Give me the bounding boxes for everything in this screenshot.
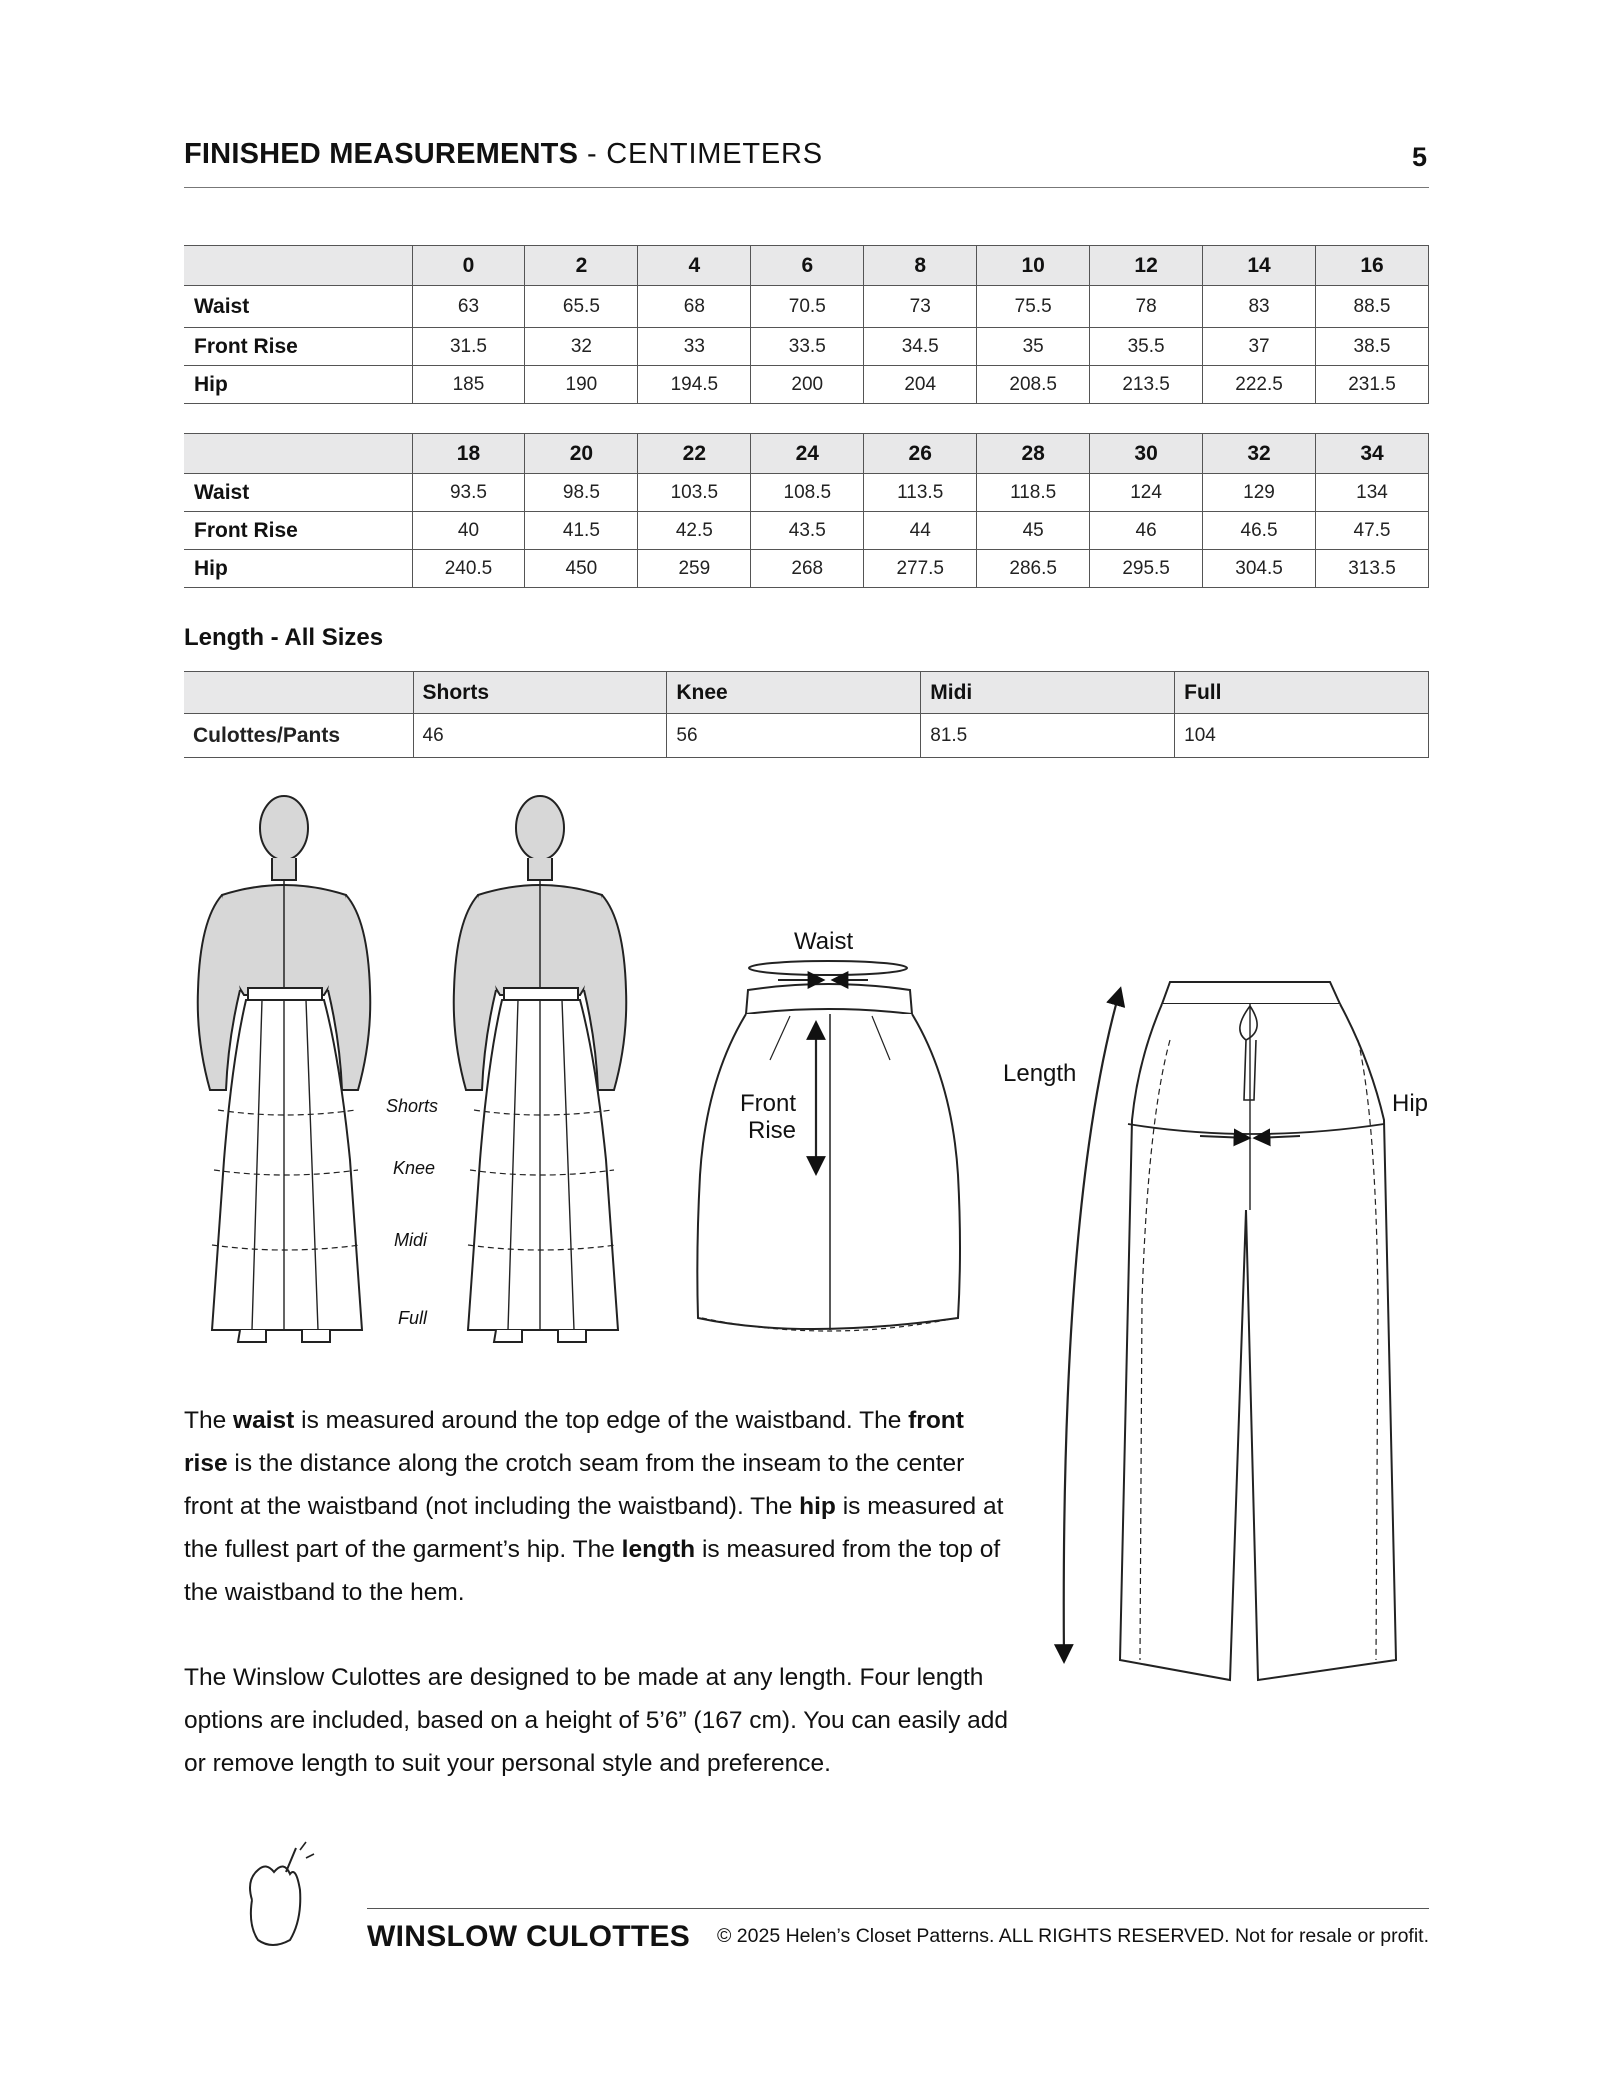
table-cell: 134	[1316, 474, 1429, 512]
midi-marker-label: Midi	[394, 1230, 428, 1250]
table-cell: 35.5	[1090, 328, 1203, 366]
table-cell: 32	[525, 328, 638, 366]
size-header: 4	[638, 246, 751, 286]
table-cell: 65.5	[525, 286, 638, 328]
front-figure-illustration	[198, 796, 371, 1342]
length-header: Full	[1175, 672, 1429, 714]
term-length: length	[621, 1536, 696, 1563]
table-cell: 83	[1203, 286, 1316, 328]
table-cell: 204	[864, 366, 977, 404]
table-cell: 43.5	[751, 512, 864, 550]
table-cell: 46	[413, 714, 667, 758]
table-cell: 68	[638, 286, 751, 328]
size-header: 24	[751, 434, 864, 474]
size-header: 22	[638, 434, 751, 474]
back-figure-illustration	[454, 796, 627, 1342]
table-cell: 113.5	[864, 474, 977, 512]
size-header: 20	[525, 434, 638, 474]
table-cell: 35	[977, 328, 1090, 366]
size-header: 0	[412, 246, 525, 286]
front-rise-illustration	[697, 961, 960, 1331]
table-cell: 118.5	[977, 474, 1090, 512]
table-cell: 63	[412, 286, 525, 328]
table-cell: 313.5	[1316, 550, 1429, 588]
table-cell: 33	[638, 328, 751, 366]
table-cell: 70.5	[751, 286, 864, 328]
hip-label: Hip	[1392, 1090, 1429, 1117]
table-cell: 104	[1175, 714, 1429, 758]
table-cell: 286.5	[977, 550, 1090, 588]
table-cell: 213.5	[1090, 366, 1203, 404]
size-header: 18	[412, 434, 525, 474]
full-marker-label: Full	[398, 1308, 428, 1328]
size-header: 32	[1203, 434, 1316, 474]
table-cell: 38.5	[1316, 328, 1429, 366]
table-cell: 88.5	[1316, 286, 1429, 328]
table-cell: 194.5	[638, 366, 751, 404]
size-header: 14	[1203, 246, 1316, 286]
row-label: Hip	[184, 550, 412, 588]
table-cell: 108.5	[751, 474, 864, 512]
table-cell: 34.5	[864, 328, 977, 366]
table-cell: 56	[667, 714, 921, 758]
table-cell: 40	[412, 512, 525, 550]
table-cell: 190	[525, 366, 638, 404]
table-cell: 78	[1090, 286, 1203, 328]
size-header: 12	[1090, 246, 1203, 286]
footer-pattern-name: WINSLOW CULOTTES	[367, 1920, 691, 1953]
title-unit: CENTIMETERS	[606, 138, 823, 170]
size-header: 34	[1316, 434, 1429, 474]
front-rise-label-line2: Rise	[748, 1117, 797, 1144]
table-cell: 31.5	[412, 328, 525, 366]
pants-length-hip-illustration	[1064, 982, 1396, 1680]
shorts-marker-label: Shorts	[386, 1096, 439, 1116]
measurement-description: The waist is measured around the top edge of the waistband. The front rise is the distance along the crotch seam from the inseam to the center front at the waistband (not including the waistband). The hip is measured at the fullest part of the garment’s hip. The length is measured from the top of the waistband to the hem.	[184, 1407, 1004, 1606]
table-cell: 259	[638, 550, 751, 588]
waist-label: Waist	[794, 928, 854, 955]
row-label: Waist	[184, 286, 412, 328]
table-cell: 73	[864, 286, 977, 328]
size-header: 8	[864, 246, 977, 286]
table-cell: 240.5	[412, 550, 525, 588]
table-cell: 129	[1203, 474, 1316, 512]
footer-divider	[367, 1908, 1429, 1909]
length-label: Length	[1003, 1060, 1077, 1087]
table-cell: 47.5	[1316, 512, 1429, 550]
table-cell: 208.5	[977, 366, 1090, 404]
row-label: Waist	[184, 474, 412, 512]
table-cell: 450	[525, 550, 638, 588]
size-header: 16	[1316, 246, 1429, 286]
row-label: Culottes/Pants	[184, 714, 413, 758]
table-cell: 200	[751, 366, 864, 404]
helens-closet-logo	[250, 1842, 314, 1945]
footer-copyright: © 2025 Helen’s Closet Patterns. ALL RIGHTS RESERVED. Not for resale or profit.	[717, 1925, 1429, 1947]
table-cell: 185	[412, 366, 525, 404]
table-cell: 304.5	[1203, 550, 1316, 588]
table-cell: 124	[1090, 474, 1203, 512]
table-cell: 277.5	[864, 550, 977, 588]
size-header: 10	[977, 246, 1090, 286]
page-number: 5	[1411, 142, 1427, 172]
size-header: 28	[977, 434, 1090, 474]
length-options-description: The Winslow Culottes are designed to be made at any length. Four length options are included, based on a height of 5’6” (167 cm). You can easily add or remove length to suit your personal style and preference.	[184, 1664, 1009, 1777]
table-cell: 44	[864, 512, 977, 550]
table-cell: 75.5	[977, 286, 1090, 328]
length-header: Midi	[921, 672, 1175, 714]
title-separator: -	[578, 138, 607, 170]
table-cell: 46	[1090, 512, 1203, 550]
table-cell: 45	[977, 512, 1090, 550]
row-label: Front Rise	[184, 512, 412, 550]
table-cell: 37	[1203, 328, 1316, 366]
table-cell: 98.5	[525, 474, 638, 512]
table-cell: 231.5	[1316, 366, 1429, 404]
row-label: Front Rise	[184, 328, 412, 366]
length-section-title: Length - All Sizes	[184, 624, 384, 651]
table-cell: 103.5	[638, 474, 751, 512]
length-header: Shorts	[413, 672, 667, 714]
length-header: Knee	[667, 672, 921, 714]
table-cell: 41.5	[525, 512, 638, 550]
size-header: 30	[1090, 434, 1203, 474]
size-header: 2	[525, 246, 638, 286]
row-label: Hip	[184, 366, 412, 404]
knee-marker-label: Knee	[393, 1158, 436, 1178]
table-cell: 222.5	[1203, 366, 1316, 404]
table-cell: 81.5	[921, 714, 1175, 758]
size-header: 6	[751, 246, 864, 286]
title-main: FINISHED MEASUREMENTS	[184, 138, 579, 170]
table-cell: 42.5	[638, 512, 751, 550]
term-front-rise: front rise	[184, 1407, 964, 1477]
table-cell: 295.5	[1090, 550, 1203, 588]
table-cell: 46.5	[1203, 512, 1316, 550]
term-waist: waist	[233, 1407, 295, 1434]
table-cell: 93.5	[412, 474, 525, 512]
front-rise-label-line1: Front	[740, 1090, 797, 1117]
size-header: 26	[864, 434, 977, 474]
term-hip: hip	[799, 1493, 836, 1520]
table-cell: 268	[751, 550, 864, 588]
table-cell: 33.5	[751, 328, 864, 366]
